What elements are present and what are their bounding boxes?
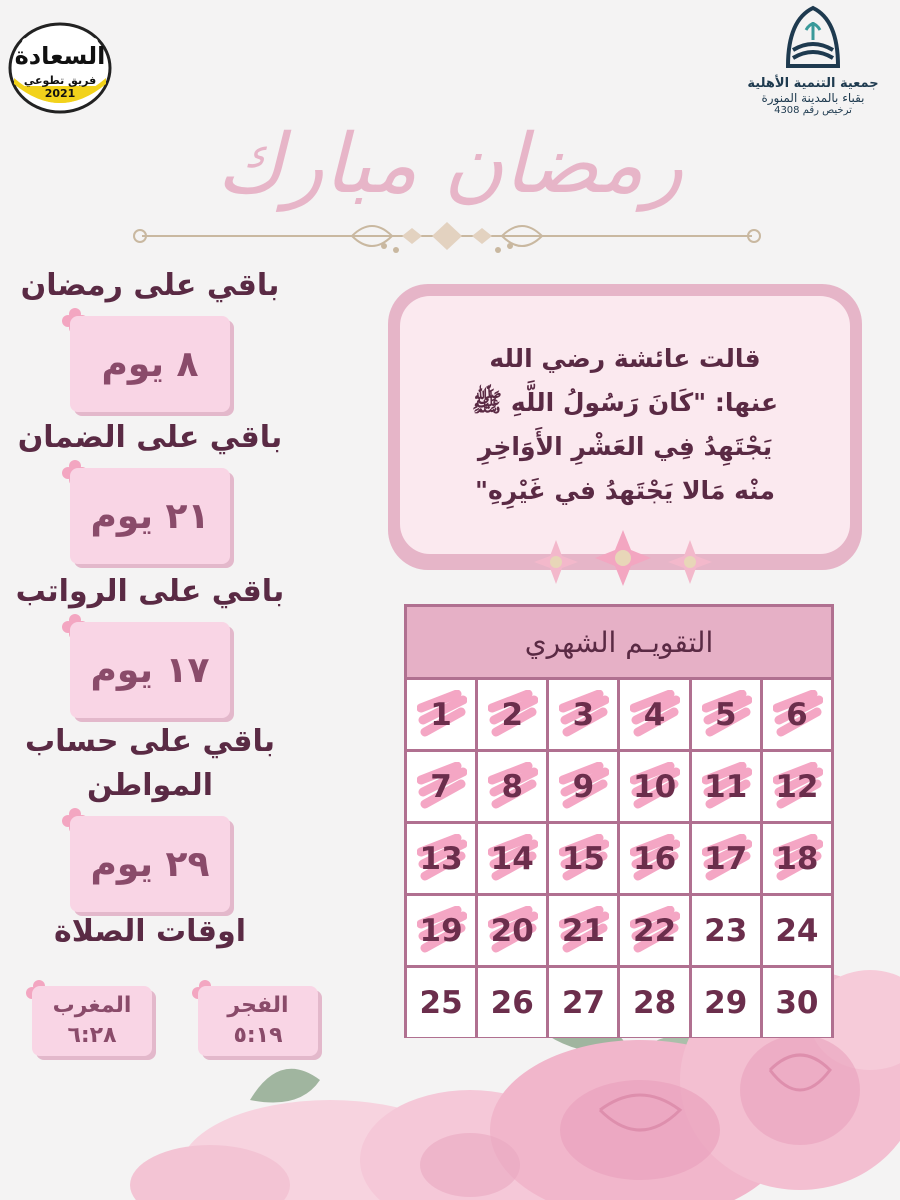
prayer-maghrib-time: ٦:٢٨ — [67, 1023, 117, 1048]
monthly-calendar — [404, 604, 834, 1038]
calendar-day — [407, 680, 475, 749]
logo-left-name: السعادة — [14, 42, 106, 70]
calendar-day-number: 30 — [775, 984, 819, 1021]
prayer-times-title: اوقات الصلاة — [53, 914, 247, 949]
calendar-day — [763, 680, 831, 749]
calendar-day — [763, 824, 831, 893]
calendar-day — [692, 680, 760, 749]
calendar-day-number: 18 — [775, 840, 819, 877]
calendar-day-number: 20 — [490, 912, 534, 949]
prayer-fajr — [198, 986, 318, 1056]
counter-value-citizen-account: ٢٩ يوم — [70, 816, 230, 912]
calendar-day-number: 16 — [633, 840, 677, 877]
hadith-text: قالت عائشة رضي الله عنها: "كَانَ رَسُولُ اللَّهِ ﷺ يَجْتَهِدُ فِي العَشْرِ الأَوَاخِرِ منْه مَالا يَجْتَهدُ في غَيْرِهِ" — [471, 344, 779, 505]
counter-label-daman: باقي على الضمان — [17, 420, 283, 455]
prayer-fajr-time: ٥:١٩ — [233, 1023, 283, 1048]
calendar-day-number: 23 — [704, 912, 748, 949]
calendar-day-number: 13 — [419, 840, 463, 877]
calendar-day — [692, 896, 760, 965]
calendar-day-number: 22 — [633, 912, 677, 949]
calendar-day — [763, 752, 831, 821]
logo-left-sub: فريق تطوعي 2021 — [23, 74, 97, 100]
page-title: رمضان مبارك — [216, 117, 684, 212]
calendar-day-number: 1 — [430, 696, 452, 733]
calendar-day — [407, 896, 475, 965]
calendar-title: التقويـم الشهري — [407, 607, 831, 677]
flowers-decoration-icon — [528, 528, 718, 592]
calendar-day-number: 12 — [775, 768, 819, 805]
org-subtitle: بقباء بالمدينة المنورة — [761, 91, 865, 105]
calendar-day — [478, 896, 546, 965]
calendar-day — [692, 824, 760, 893]
calendar-day — [549, 896, 617, 965]
calendar-day — [407, 824, 475, 893]
calendar-day — [407, 752, 475, 821]
hadith-card — [400, 296, 850, 554]
calendar-grid — [407, 680, 831, 1037]
calendar-day-number: 9 — [572, 768, 595, 805]
calendar-day-number: 17 — [704, 840, 748, 877]
calendar-day — [478, 752, 546, 821]
calendar-day — [407, 968, 475, 1037]
alsaada-team-logo — [8, 22, 112, 114]
calendar-day — [620, 824, 688, 893]
calendar-day — [692, 968, 760, 1037]
prayer-maghrib-name: المغرب — [52, 993, 132, 1018]
prayer-maghrib — [32, 986, 152, 1056]
calendar-day-number: 28 — [633, 984, 677, 1021]
counter-label-ramadan: باقي على رمضان — [20, 268, 280, 303]
calendar-day — [478, 824, 546, 893]
calendar-day-number: 29 — [704, 984, 748, 1021]
counter-value-salaries: ١٧ يوم — [70, 622, 230, 718]
mosque-emblem-icon — [738, 0, 888, 72]
calendar-day-number: 7 — [430, 768, 452, 805]
calendar-day — [620, 680, 688, 749]
calendar-day — [549, 968, 617, 1037]
calendar-day — [620, 968, 688, 1037]
calendar-day-number: 21 — [561, 912, 605, 949]
calendar-day-number: 19 — [419, 912, 463, 949]
counter-label-citizen-account: باقي على حساب المواطن — [24, 724, 276, 803]
calendar-day-number: 14 — [490, 840, 534, 877]
org-name: جمعية التنمية الأهلية — [747, 76, 879, 91]
counter-value-daman: ٢١ يوم — [70, 468, 230, 564]
calendar-day-number: 8 — [501, 768, 524, 805]
calendar-day — [620, 752, 688, 821]
calendar-day-number: 5 — [714, 696, 737, 733]
calendar-day-number: 11 — [704, 768, 748, 805]
calendar-day-number: 4 — [643, 696, 666, 733]
calendar-day — [763, 896, 831, 965]
calendar-day-number: 2 — [501, 696, 524, 733]
calendar-day-number: 24 — [775, 912, 819, 949]
calendar-day — [620, 896, 688, 965]
calendar-day — [692, 752, 760, 821]
prayer-fajr-name: الفجر — [227, 993, 289, 1018]
calendar-day-number: 3 — [572, 696, 595, 733]
counter-value-ramadan: ٨ يوم — [70, 316, 230, 412]
calendar-day-number: 15 — [561, 840, 605, 877]
calendar-day — [478, 680, 546, 749]
calendar-day-number: 26 — [490, 984, 534, 1021]
calendar-day — [549, 680, 617, 749]
calendar-day — [549, 824, 617, 893]
calendar-day-number: 27 — [561, 984, 605, 1021]
counter-label-salaries: باقي على الرواتب — [15, 574, 285, 609]
calendar-day — [549, 752, 617, 821]
calendar-day-number: 6 — [786, 696, 808, 733]
ornament-divider-icon — [122, 216, 772, 260]
organization-logo — [738, 0, 888, 130]
calendar-day-number: 10 — [633, 768, 677, 805]
calendar-day — [478, 968, 546, 1037]
org-license: ترخيص رقم 4308 — [774, 105, 852, 116]
calendar-day-number: 25 — [419, 984, 463, 1021]
calendar-day — [763, 968, 831, 1037]
